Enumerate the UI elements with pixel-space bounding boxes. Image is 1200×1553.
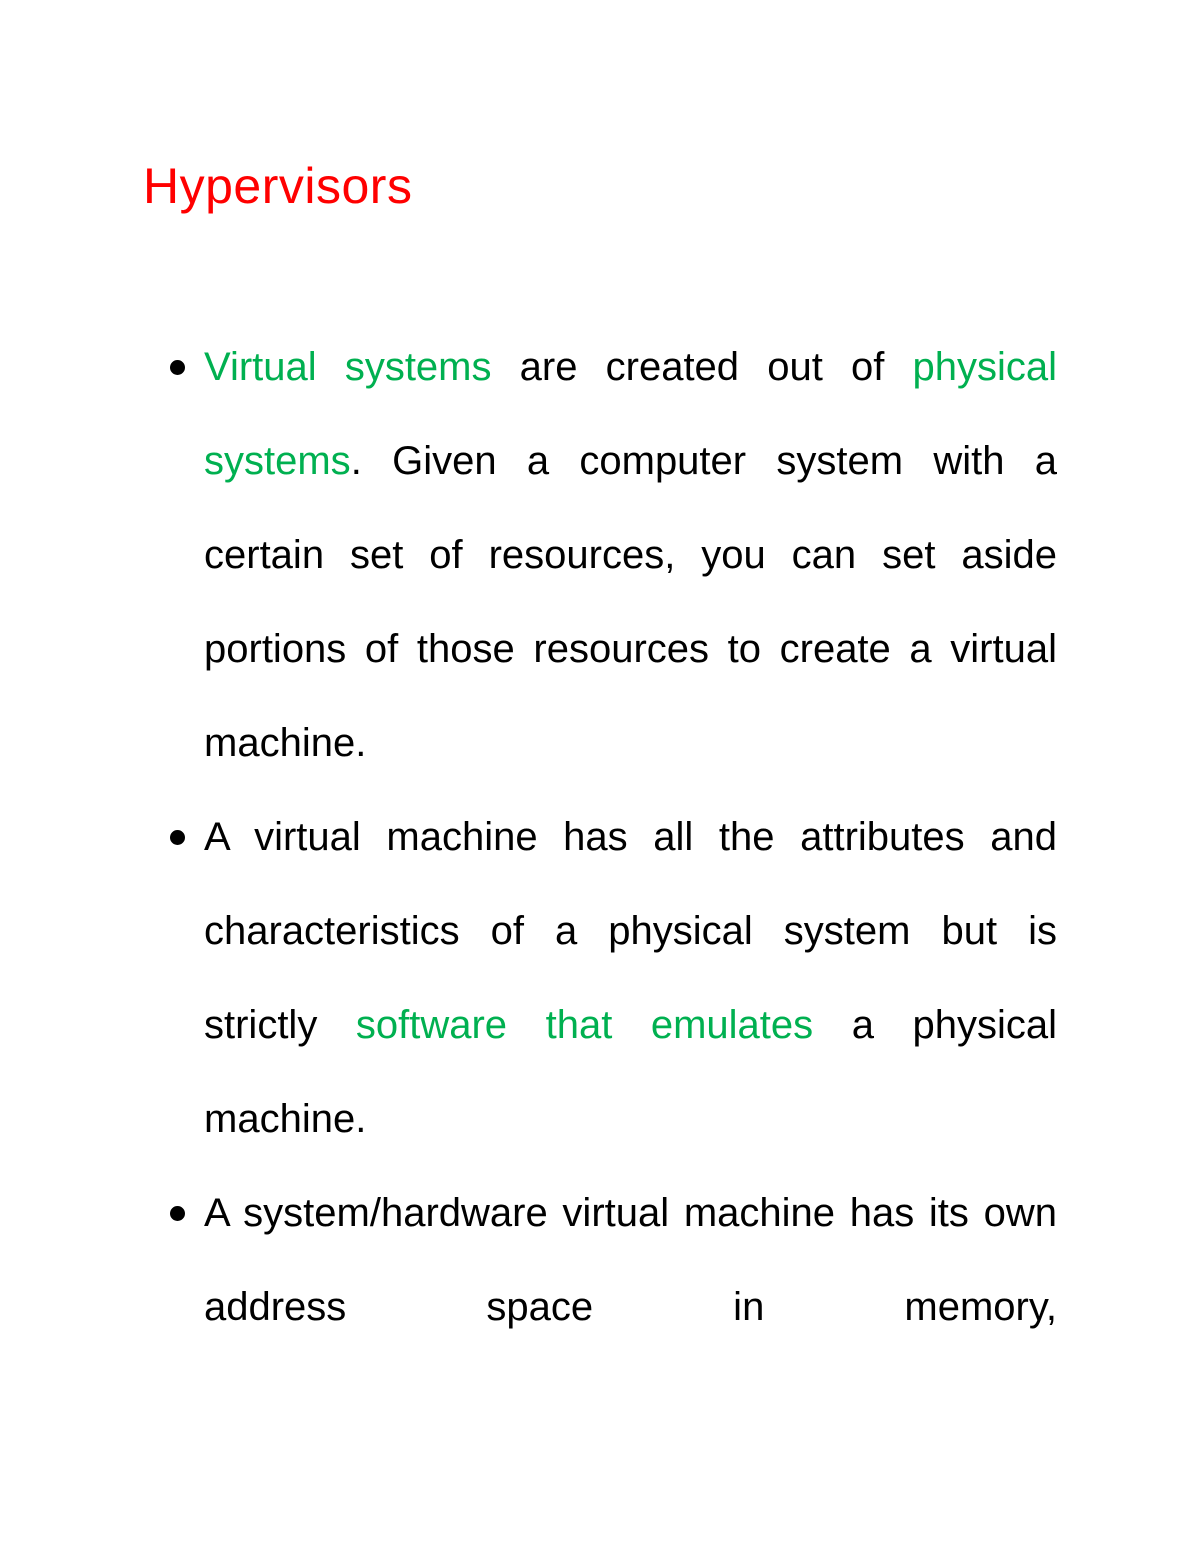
body-text: a physical machine. bbox=[204, 1003, 1058, 1141]
page-title: Hypervisors bbox=[143, 158, 413, 214]
highlight-text: Virtual systems bbox=[204, 345, 492, 389]
list-item bbox=[160, 790, 1057, 1166]
bullet-icon bbox=[170, 830, 185, 845]
body-text: . Given a computer system with a certain set of resources, you can set aside portions of those resources to create a virtual machine. bbox=[204, 439, 1057, 765]
highlight-text: physical systems bbox=[204, 345, 1057, 483]
bullet-list bbox=[160, 320, 1057, 1354]
bullet-icon bbox=[170, 360, 185, 375]
list-item bbox=[160, 320, 1057, 790]
bullet-icon bbox=[170, 1206, 185, 1221]
body-text: A system/hardware virtual machine has its own address space in memory, bbox=[204, 1191, 1057, 1329]
highlight-text: software that emulates bbox=[355, 1003, 814, 1047]
body-text: are created out of bbox=[491, 345, 913, 389]
body-text: A virtual machine has all the attributes and characteristics of a physical system but is strictly bbox=[204, 815, 1057, 1047]
list-item bbox=[160, 1166, 1057, 1354]
